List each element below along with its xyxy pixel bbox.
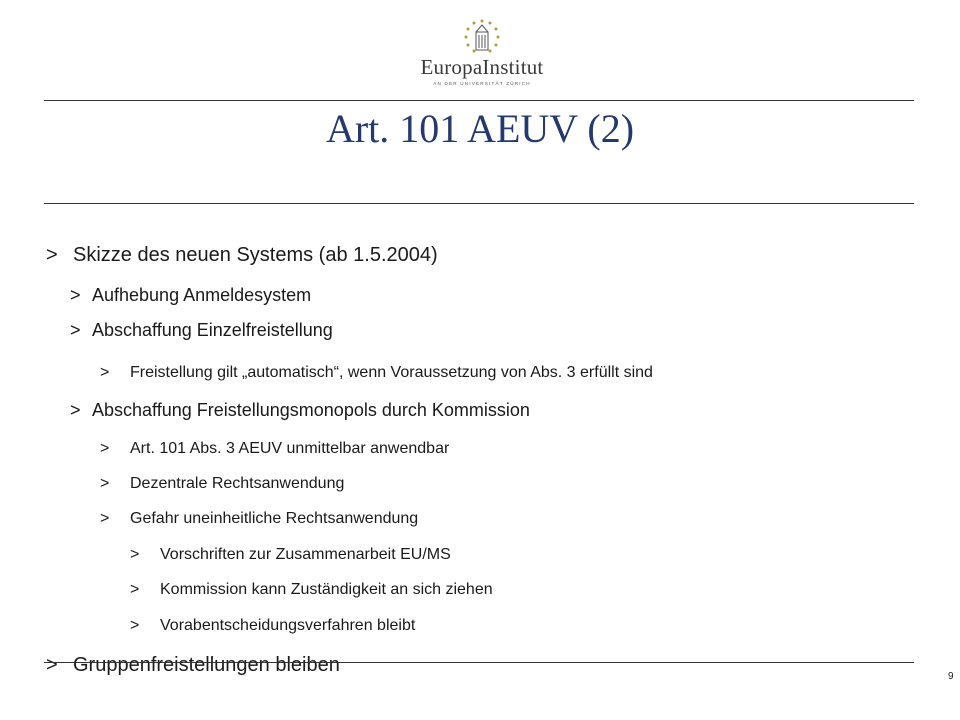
bullet-marker: > — [130, 581, 140, 598]
bullet-text: Freistellung gilt „automatisch“, wenn Voraussetzung von Abs. 3 erfüllt sind — [130, 364, 653, 381]
logo-subtitle: AN DER UNIVERSITÄT ZÜRICH — [433, 81, 531, 86]
bullet-text: Dezentrale Rechtsanwendung — [130, 475, 345, 492]
page-number: 9 — [948, 671, 954, 682]
bullet-text: Vorschriften zur Zusammenarbeit EU/MS — [160, 546, 451, 563]
footer-rule — [44, 662, 914, 663]
bullet-marker: > — [100, 364, 110, 381]
bullet-text: Kommission kann Zuständigkeit an sich ziehen — [160, 581, 493, 598]
bullet-text: Gruppenfreistellungen bleiben — [73, 654, 340, 676]
bullet-marker: > — [100, 440, 110, 457]
bullet-text: Abschaffung Freistellungsmonopols durch Kommission — [92, 400, 530, 420]
bullet-text: Aufhebung Anmeldesystem — [92, 285, 312, 305]
slide-title: Art. 101 AEUV (2) — [325, 106, 635, 151]
bullet-marker: > — [100, 475, 110, 492]
bullet-text: Art. 101 Abs. 3 AEUV unmittelbar anwendbar — [130, 440, 450, 457]
bullet-text: Gefahr uneinheitliche Rechtsanwendung — [130, 510, 419, 527]
bullet-text: Skizze des neuen Systems (ab 1.5.2004) — [73, 244, 438, 266]
bullet-marker: > — [130, 546, 140, 563]
bullet-marker: > — [70, 285, 81, 305]
bullet-marker: > — [46, 654, 58, 676]
bullet-marker: > — [70, 400, 81, 420]
bullet-text: Abschaffung Einzelfreistellung — [92, 320, 333, 340]
bullet-text: Vorabentscheidungsverfahren bleibt — [160, 617, 416, 634]
bullet-marker: > — [130, 617, 140, 634]
logo-name: EuropaInstitut — [420, 55, 544, 79]
bullet-marker: > — [46, 244, 58, 266]
bullet-marker: > — [100, 510, 110, 527]
bullet-marker: > — [70, 320, 81, 340]
